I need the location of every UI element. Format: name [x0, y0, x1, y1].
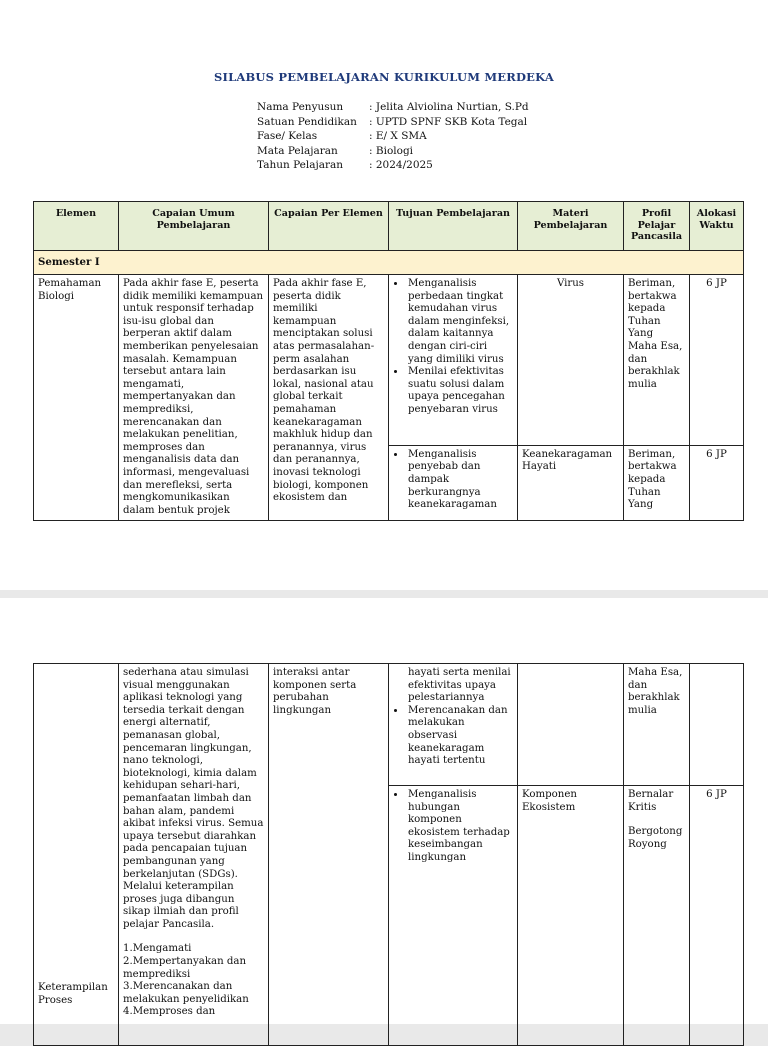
- capaian-umum-text: sederhana atau simulasi visual menggunakan aplikasi teknologi yang tersedia terkait dengan energi alternatif, pemanasan global, pencemaran lingkungan, nano teknologi, bioteknologi, kimia dalam kehidupan sehari-hari, pemanfaatan limbah dan bahan alam, pandemi akibat infeksi virus. Semua upaya tersebut diarahkan pada pencapaian tujuan pembangunan yang berkelanjutan (SDGs). Melalui keterampilan proses juga dibangun sikap ilmiah dan profil pelajar Pancasila.: [123, 667, 264, 930]
- syllabus-table-continued: [33, 663, 744, 1046]
- header-alokasi: Alokasi Waktu: [690, 202, 744, 251]
- header-tujuan: Tujuan Pembelajaran: [389, 202, 518, 251]
- list-item: • Menganalisis perbedaan tingkat kemudahan virus dalam menginfeksi, dalam kaitannya dengan ciri-ciri yang dimiliki virus: [406, 278, 513, 366]
- meta-key: Satuan Pendidikan: [257, 115, 357, 128]
- meta-value: : E/ X SMA: [369, 130, 427, 143]
- meta-row: [257, 129, 529, 144]
- cell-tujuan: [389, 664, 518, 786]
- cell-profil: Beriman, bertakwa kepada Tuhan Yang: [624, 445, 690, 520]
- cell-elemen: Pemahaman Biologi: [34, 275, 119, 521]
- meta-value: : UPTD SPNF SKB Kota Tegal: [369, 115, 528, 128]
- cell-profil: [624, 786, 690, 1046]
- capaian-list: [123, 943, 264, 1019]
- tujuan-continued: hayati serta menilai efektivitas upaya pelestariannya: [408, 667, 511, 704]
- cell-materi: Keanekaragaman Hayati: [518, 445, 624, 520]
- meta-key: Mata Pelajaran: [257, 144, 338, 157]
- cell-materi: Komponen Ekosistem: [518, 786, 624, 1046]
- cell-capaian-umum: Pada akhir fase E, peserta didik memiliki kemampuan untuk responsif terhadap isu-isu global dan berperan aktif dalam memberikan penyelesaian masalah. Kemampuan tersebut antara lain mengamati, mempertanyakan dan memprediksi, merencanakan dan melakukan penelitian, memproses dan menganalisis data dan informasi, mengevaluasi dan merefleksi, serta mengkomunikasikan dalam bentuk projek: [119, 275, 269, 521]
- syllabus-table: [33, 201, 744, 521]
- list-item: • Menilai efektivitas suatu solusi dalam upaya pencegahan penyebaran virus: [406, 366, 513, 416]
- cell-capaian-per-elemen: Pada akhir fase E, peserta didik memiliki kemampuan menciptakan solusi atas permasalahan-perm asalahan berdasarkan isu lokal, nasional atau global terkait pemahaman keanekaragaman makhluk hidup dan peranannya, virus dan peranannya, inovasi teknologi biologi, komponen ekosistem dan: [269, 275, 389, 521]
- meta-row: [257, 144, 529, 159]
- cell-alokasi: 6 JP: [690, 275, 744, 446]
- cell-alokasi: [690, 664, 744, 786]
- profil-item: Bernalar Kritis: [628, 789, 674, 813]
- semester-label: Semester I: [34, 251, 744, 275]
- semester-row: [34, 251, 744, 275]
- tujuan-list: [393, 278, 513, 417]
- meta-key: Nama Penyusun: [257, 101, 344, 113]
- meta-row: [257, 100, 529, 115]
- syllabus-meta: [257, 100, 529, 173]
- header-materi: Materi Pembelajaran: [518, 202, 624, 251]
- cell-alokasi: 6 JP: [690, 786, 744, 1046]
- list-item: • Menganalisis penyebab dan dampak berkurangnya keanekaragaman: [406, 449, 513, 512]
- list-item: • Merencanakan dan melakukan observasi keanekaragam hayati tertentu: [406, 705, 513, 768]
- cell-profil: Beriman, bertakwa kepada Tuhan Yang Maha Esa, dan berakhlak mulia: [624, 275, 690, 446]
- document-title: SILABUS PEMBELAJARAN KURIKULUM MERDEKA: [214, 70, 554, 84]
- list-item: 3.Merencanakan dan melakukan penyelidikan: [123, 981, 249, 1005]
- meta-key: Tahun Pelajaran: [257, 159, 344, 172]
- tujuan-list: [393, 705, 513, 768]
- elemen-label: Keterampilan Proses: [38, 982, 108, 1006]
- header-elemen: Elemen: [34, 202, 119, 251]
- tujuan-list: [393, 449, 513, 512]
- list-item: 2.Mempertanyakan dan memprediksi: [123, 956, 247, 980]
- cell-alokasi: 6 JP: [690, 445, 744, 520]
- meta-value: : Jelita Alviolina Nurtian, S.Pd: [369, 101, 529, 113]
- list-item: • Menganalisis hubungan komponen ekosistem terhadap keseimbangan lingkungan: [406, 789, 513, 865]
- list-item: 4.Memproses dan: [123, 1006, 216, 1018]
- table-row: [34, 664, 744, 786]
- cell-materi: [518, 664, 624, 786]
- meta-row: [257, 115, 529, 130]
- cell-capaian-per-elemen: interaksi antar komponen serta perubahan lingkungan: [269, 664, 389, 1046]
- cell-tujuan: [389, 786, 518, 1046]
- meta-key: Fase/ Kelas: [257, 130, 318, 143]
- tujuan-list: [393, 789, 513, 865]
- meta-value: : 2024/2025: [369, 159, 433, 172]
- header-profil: Profil Pelajar Pancasila: [624, 202, 690, 251]
- header-capaian-umum: Capaian Umum Pembelajaran: [119, 202, 269, 251]
- table-row: [34, 275, 744, 446]
- list-item: 1.Mengamati: [123, 943, 192, 955]
- cell-tujuan: [389, 275, 518, 446]
- header-capaian-per-elemen: Capaian Per Elemen: [269, 202, 389, 251]
- table-header-row: [34, 202, 744, 251]
- profil-item: Bergotong Royong: [628, 826, 683, 850]
- cell-capaian-umum: [119, 664, 269, 1046]
- cell-tujuan: [389, 445, 518, 520]
- cell-elemen: [34, 664, 119, 1046]
- cell-materi: Virus: [518, 275, 624, 446]
- meta-value: : Biologi: [369, 144, 414, 157]
- meta-row: [257, 158, 529, 173]
- cell-profil: Maha Esa, dan berakhlak mulia: [624, 664, 690, 786]
